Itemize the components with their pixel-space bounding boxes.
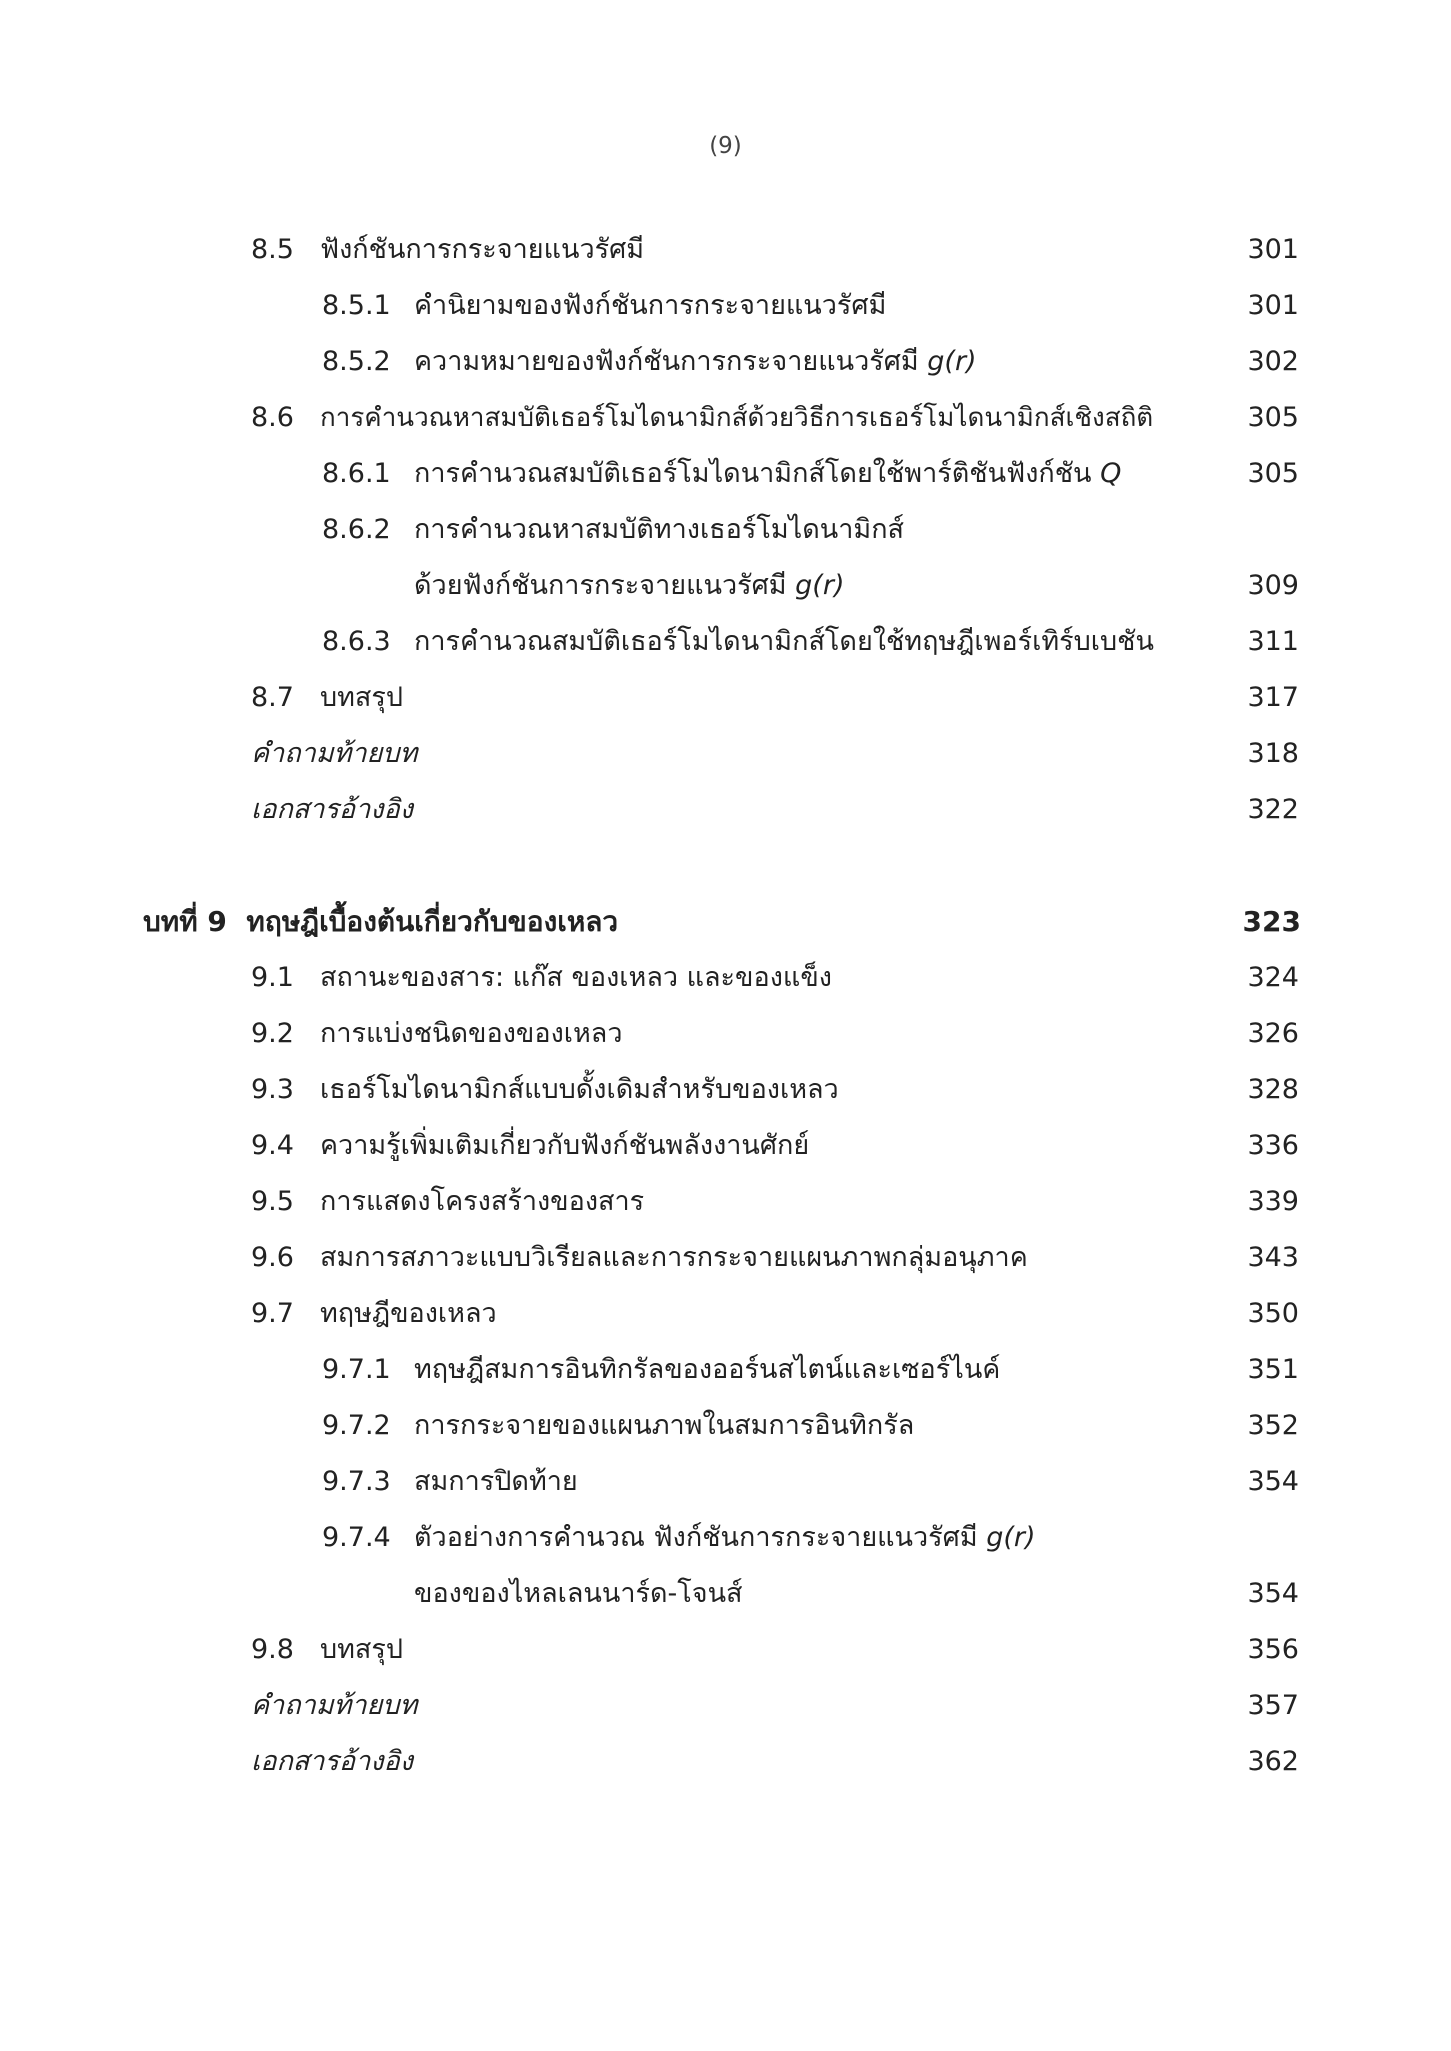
entry-title: ทฤษฎีของเหลว	[320, 1298, 497, 1329]
entry-title: ความหมายของฟังก์ชันการกระจายแนวรัศมี	[414, 346, 919, 377]
toc-entry-9-7-2[interactable]	[0, 1398, 1451, 1454]
entry-title: ตัวอย่างการคำนวณ ฟังก์ชันการกระจายแนวรัศมี	[414, 1522, 978, 1553]
section-spacer	[0, 838, 1451, 894]
entry-page: 302	[1247, 346, 1299, 377]
entry-page: 301	[1247, 290, 1299, 321]
entry-title: บทสรุป	[320, 682, 404, 713]
entry-title-wrap	[414, 334, 977, 390]
entry-number: 9.7.4	[322, 1522, 391, 1553]
toc-entry-references[interactable]	[0, 1734, 1451, 1790]
toc-entry-9-2[interactable]	[0, 1006, 1451, 1062]
toc-entry-9-8[interactable]	[0, 1622, 1451, 1678]
entry-title: เอกสารอ้างอิง	[251, 1746, 413, 1777]
entry-number: 9.4	[251, 1130, 294, 1161]
entry-title-wrap	[414, 558, 844, 614]
entry-page: 305	[1247, 458, 1299, 489]
toc-entry-9-1[interactable]	[0, 950, 1451, 1006]
toc-entry-9-7-3[interactable]	[0, 1454, 1451, 1510]
entry-title: การคำนวณสมบัติเธอร์โมไดนามิกส์โดยใช้พาร์ติชันฟังก์ชัน	[414, 458, 1092, 489]
toc-chapter-9[interactable]	[0, 894, 1451, 950]
entry-title: สถานะของสาร: แก๊ส ของเหลว และของแข็ง	[320, 962, 832, 993]
toc-entry-questions[interactable]	[0, 1678, 1451, 1734]
entry-page: 305	[1247, 402, 1299, 433]
toc-entry-9-7-1[interactable]	[0, 1342, 1451, 1398]
entry-page: 328	[1247, 1074, 1299, 1105]
entry-number: 9.1	[251, 962, 294, 993]
entry-page: 354	[1247, 1466, 1299, 1497]
entry-number: 8.6.3	[322, 626, 391, 657]
toc-entry-8-6-2-continued[interactable]	[0, 558, 1451, 614]
entry-number: 8.6	[251, 402, 294, 433]
entry-page: 350	[1247, 1298, 1299, 1329]
entry-title-continued: ของของไหลเลนนาร์ด-โจนส์	[414, 1578, 743, 1609]
entry-number: 9.7	[251, 1298, 294, 1329]
toc-entry-9-6[interactable]	[0, 1230, 1451, 1286]
entry-page: 311	[1247, 626, 1299, 657]
entry-page: 326	[1247, 1018, 1299, 1049]
entry-number: 9.2	[251, 1018, 294, 1049]
toc-entry-9-4[interactable]	[0, 1118, 1451, 1174]
entry-title: สมการปิดท้าย	[414, 1466, 578, 1497]
entry-title: การคำนวณสมบัติเธอร์โมไดนามิกส์โดยใช้ทฤษฎีเพอร์เทิร์บเบชัน	[414, 626, 1154, 657]
chapter-page: 323	[1242, 905, 1301, 938]
entry-number: 9.8	[251, 1634, 294, 1665]
entry-title: การคำนวณหาสมบัติทางเธอร์โมไดนามิกส์	[414, 514, 905, 545]
toc-entry-8-5[interactable]	[0, 222, 1451, 278]
entry-page: 362	[1247, 1746, 1299, 1777]
entry-title: การแบ่งชนิดของของเหลว	[320, 1018, 623, 1049]
entry-title: การกระจายของแผนภาพในสมการอินทิกรัล	[414, 1410, 915, 1441]
toc-entry-8-5-1[interactable]	[0, 278, 1451, 334]
entry-number: 9.7.3	[322, 1466, 391, 1497]
entry-number: 8.5	[251, 234, 294, 265]
entry-page: 343	[1247, 1242, 1299, 1273]
toc-entry-8-6-3[interactable]	[0, 614, 1451, 670]
entry-title: สมการสภาวะแบบวิเรียลและการกระจายแผนภาพกลุ่มอนุภาค	[320, 1242, 1028, 1273]
entry-title: คำถามท้ายบท	[251, 738, 418, 769]
toc-entry-9-3[interactable]	[0, 1062, 1451, 1118]
toc-entry-9-7-4[interactable]	[0, 1510, 1451, 1566]
entry-variable: g(r)	[795, 570, 845, 601]
toc-entry-questions[interactable]	[0, 726, 1451, 782]
entry-title: ความรู้เพิ่มเติมเกี่ยวกับฟังก์ชันพลังงานศักย์	[320, 1130, 810, 1161]
entry-page: 324	[1247, 962, 1299, 993]
entry-number: 8.5.1	[322, 290, 391, 321]
toc-entry-9-5[interactable]	[0, 1174, 1451, 1230]
entry-title-continued: ด้วยฟังก์ชันการกระจายแนวรัศมี	[414, 570, 787, 601]
entry-number: 9.5	[251, 1186, 294, 1217]
entry-title: การแสดงโครงสร้างของสาร	[320, 1186, 645, 1217]
entry-number: 8.7	[251, 682, 294, 713]
toc-entry-8-7[interactable]	[0, 670, 1451, 726]
entry-page: 309	[1247, 570, 1299, 601]
entry-page: 317	[1247, 682, 1299, 713]
entry-title: เธอร์โมไดนามิกส์แบบดั้งเดิมสำหรับของเหลว	[320, 1074, 839, 1105]
toc-entry-8-6[interactable]	[0, 390, 1451, 446]
entry-variable: Q	[1100, 458, 1122, 489]
entry-title: คำนิยามของฟังก์ชันการกระจายแนวรัศมี	[414, 290, 887, 321]
toc-entry-8-6-1[interactable]	[0, 446, 1451, 502]
entry-page: 322	[1247, 794, 1299, 825]
entry-number: 9.3	[251, 1074, 294, 1105]
entry-variable: g(r)	[986, 1522, 1036, 1553]
entry-number: 9.6	[251, 1242, 294, 1273]
entry-title: ฟังก์ชันการกระจายแนวรัศมี	[320, 234, 645, 265]
entry-number: 8.5.2	[322, 346, 391, 377]
toc-entry-9-7[interactable]	[0, 1286, 1451, 1342]
toc-entry-9-7-4-continued[interactable]	[0, 1566, 1451, 1622]
entry-title: เอกสารอ้างอิง	[251, 794, 413, 825]
toc-entry-references[interactable]	[0, 782, 1451, 838]
entry-page: 354	[1247, 1578, 1299, 1609]
toc-entry-8-6-2[interactable]	[0, 502, 1451, 558]
entry-page: 351	[1247, 1354, 1299, 1385]
entry-page: 356	[1247, 1634, 1299, 1665]
entry-title: คำถามท้ายบท	[251, 1690, 418, 1721]
page-number: (9)	[709, 133, 742, 159]
entry-page: 318	[1247, 738, 1299, 769]
entry-number: 9.7.2	[322, 1410, 391, 1441]
entry-title-wrap	[414, 1510, 1036, 1566]
entry-page: 357	[1247, 1690, 1299, 1721]
entry-title-wrap	[414, 446, 1121, 502]
table-of-contents	[0, 222, 1451, 1790]
entry-title: บทสรุป	[320, 1634, 404, 1665]
entry-variable: g(r)	[927, 346, 977, 377]
entry-page: 336	[1247, 1130, 1299, 1161]
entry-number: 8.6.2	[322, 514, 391, 545]
entry-number: 8.6.1	[322, 458, 391, 489]
entry-title: การคำนวณหาสมบัติเธอร์โมไดนามิกส์ด้วยวิธีการเธอร์โมไดนามิกส์เชิงสถิติ	[320, 403, 1154, 433]
entry-page: 301	[1247, 234, 1299, 265]
chapter-title: บทที่ 9 ทฤษฎีเบื้องต้นเกี่ยวกับของเหลว	[143, 905, 619, 938]
entry-title: ทฤษฎีสมการอินทิกรัลของออร์นสไตน์และเซอร์ไนค์	[414, 1354, 1001, 1385]
entry-number: 9.7.1	[322, 1354, 391, 1385]
entry-page: 352	[1247, 1410, 1299, 1441]
toc-entry-8-5-2[interactable]	[0, 334, 1451, 390]
entry-page: 339	[1247, 1186, 1299, 1217]
